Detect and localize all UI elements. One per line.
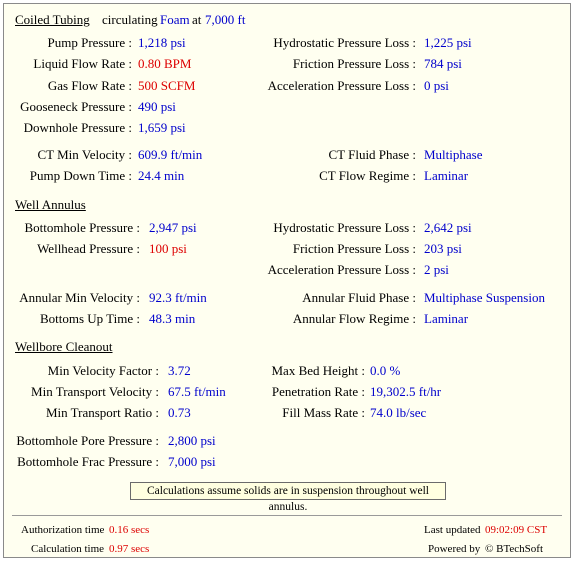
min-velocity-factor-value: 3.72: [168, 363, 191, 378]
section-title-well-annulus: Well Annulus: [15, 197, 86, 212]
powered-by-label: Powered by: [428, 543, 481, 555]
calculation-time-label: Calculation time: [31, 543, 105, 555]
gas-flow-rate-value: 500 SCFM: [138, 78, 196, 93]
annulus-hydrostatic-loss-value: 2,642 psi: [424, 220, 472, 235]
annulus-friction-loss-label: Friction Pressure Loss :: [292, 241, 416, 256]
pump-down-time-label: Pump Down Time :: [29, 168, 132, 183]
pump-down-time-value: 24.4 min: [138, 168, 185, 183]
circulating-at: at: [192, 12, 202, 27]
pump-pressure-label: Pump Pressure :: [47, 35, 132, 50]
annular-flow-regime-label: Annular Flow Regime :: [292, 311, 416, 326]
penetration-rate-label: Penetration Rate :: [271, 384, 365, 399]
last-updated-value: 09:02:09 CST: [485, 524, 548, 536]
results-panel: [3, 3, 571, 558]
ct-friction-loss-value: 784 psi: [424, 56, 462, 71]
ct-flow-regime-value: Laminar: [424, 168, 469, 183]
footer-divider: [12, 515, 562, 516]
fill-mass-rate-label: Fill Mass Rate :: [282, 405, 365, 420]
bottoms-up-time-value: 48.3 min: [149, 311, 196, 326]
powered-by-link[interactable]: © BTechSoft: [485, 543, 543, 555]
gooseneck-pressure-value: 490 psi: [138, 99, 176, 114]
annulus-bh-pressure-label: Bottomhole Pressure :: [24, 220, 140, 235]
annular-min-velocity-label: Annular Min Velocity :: [19, 290, 140, 305]
min-velocity-factor-label: Min Velocity Factor :: [47, 363, 159, 378]
liquid-flow-rate-label: Liquid Flow Rate :: [33, 56, 132, 71]
max-bed-height-label: Max Bed Height :: [271, 363, 365, 378]
fill-mass-rate-value: 74.0 lb/sec: [370, 405, 427, 420]
ct-flow-regime-label: CT Flow Regime :: [319, 168, 416, 183]
section-title-wellbore-cleanout: Wellbore Cleanout: [15, 339, 113, 354]
annulus-friction-loss-value: 203 psi: [424, 241, 462, 256]
ct-min-velocity-label: CT Min Velocity :: [37, 147, 132, 162]
annulus-hydrostatic-loss-label: Hydrostatic Pressure Loss :: [273, 220, 416, 235]
frac-pressure-label: Bottomhole Frac Pressure :: [17, 454, 159, 469]
calculation-time-value: 0.97 secs: [109, 543, 150, 555]
pump-pressure-value: 1,218 psi: [138, 35, 186, 50]
ct-hydrostatic-loss-value: 1,225 psi: [424, 35, 472, 50]
annular-fluid-phase-value: Multiphase Suspension: [424, 290, 545, 305]
min-transport-ratio-label: Min Transport Ratio :: [45, 405, 159, 420]
annular-fluid-phase-label: Annular Fluid Phase :: [302, 290, 416, 305]
circulating-depth: 7,000 ft: [205, 12, 246, 27]
section-title-coiled-tubing: Coiled Tubing: [15, 12, 90, 27]
gooseneck-pressure-label: Gooseneck Pressure :: [20, 99, 132, 114]
ct-friction-loss-label: Friction Pressure Loss :: [292, 56, 416, 71]
max-bed-height-value: 0.0 %: [370, 363, 401, 378]
annulus-acceleration-loss-value: 2 psi: [424, 262, 449, 277]
authorization-time-value: 0.16 secs: [109, 524, 150, 536]
min-transport-velocity-value: 67.5 ft/min: [168, 384, 226, 399]
liquid-flow-rate-value: 0.80 BPM: [138, 56, 192, 71]
frac-pressure-value: 7,000 psi: [168, 454, 216, 469]
circulating-fluid: Foam: [160, 12, 190, 27]
pore-pressure-value: 2,800 psi: [168, 433, 216, 448]
annulus-wh-pressure-value: 100 psi: [149, 241, 187, 256]
ct-fluid-phase-label: CT Fluid Phase :: [328, 147, 416, 162]
annular-min-velocity-value: 92.3 ft/min: [149, 290, 207, 305]
ct-acceleration-loss-label: Acceleration Pressure Loss :: [267, 78, 416, 93]
authorization-time-label: Authorization time: [21, 524, 105, 536]
penetration-rate-value: 19,302.5 ft/hr: [370, 384, 442, 399]
downhole-pressure-value: 1,659 psi: [138, 120, 186, 135]
annulus-bh-pressure-value: 2,947 psi: [149, 220, 197, 235]
bottoms-up-time-label: Bottoms Up Time :: [39, 311, 140, 326]
assumption-note: Calculations assume solids are in suspension throughout well annulus.: [130, 482, 446, 500]
ct-hydrostatic-loss-label: Hydrostatic Pressure Loss :: [273, 35, 416, 50]
circulating-text: circulating: [102, 12, 158, 27]
downhole-pressure-label: Downhole Pressure :: [23, 120, 132, 135]
pore-pressure-label: Bottomhole Pore Pressure :: [16, 433, 159, 448]
ct-acceleration-loss-value: 0 psi: [424, 78, 449, 93]
ct-fluid-phase-value: Multiphase: [424, 147, 483, 162]
last-updated-label: Last updated: [424, 524, 481, 536]
min-transport-ratio-value: 0.73: [168, 405, 191, 420]
annular-flow-regime-value: Laminar: [424, 311, 469, 326]
ct-min-velocity-value: 609.9 ft/min: [138, 147, 203, 162]
annulus-acceleration-loss-label: Acceleration Pressure Loss :: [267, 262, 416, 277]
gas-flow-rate-label: Gas Flow Rate :: [47, 78, 132, 93]
min-transport-velocity-label: Min Transport Velocity :: [31, 384, 159, 399]
annulus-wh-pressure-label: Wellhead Pressure :: [37, 241, 140, 256]
